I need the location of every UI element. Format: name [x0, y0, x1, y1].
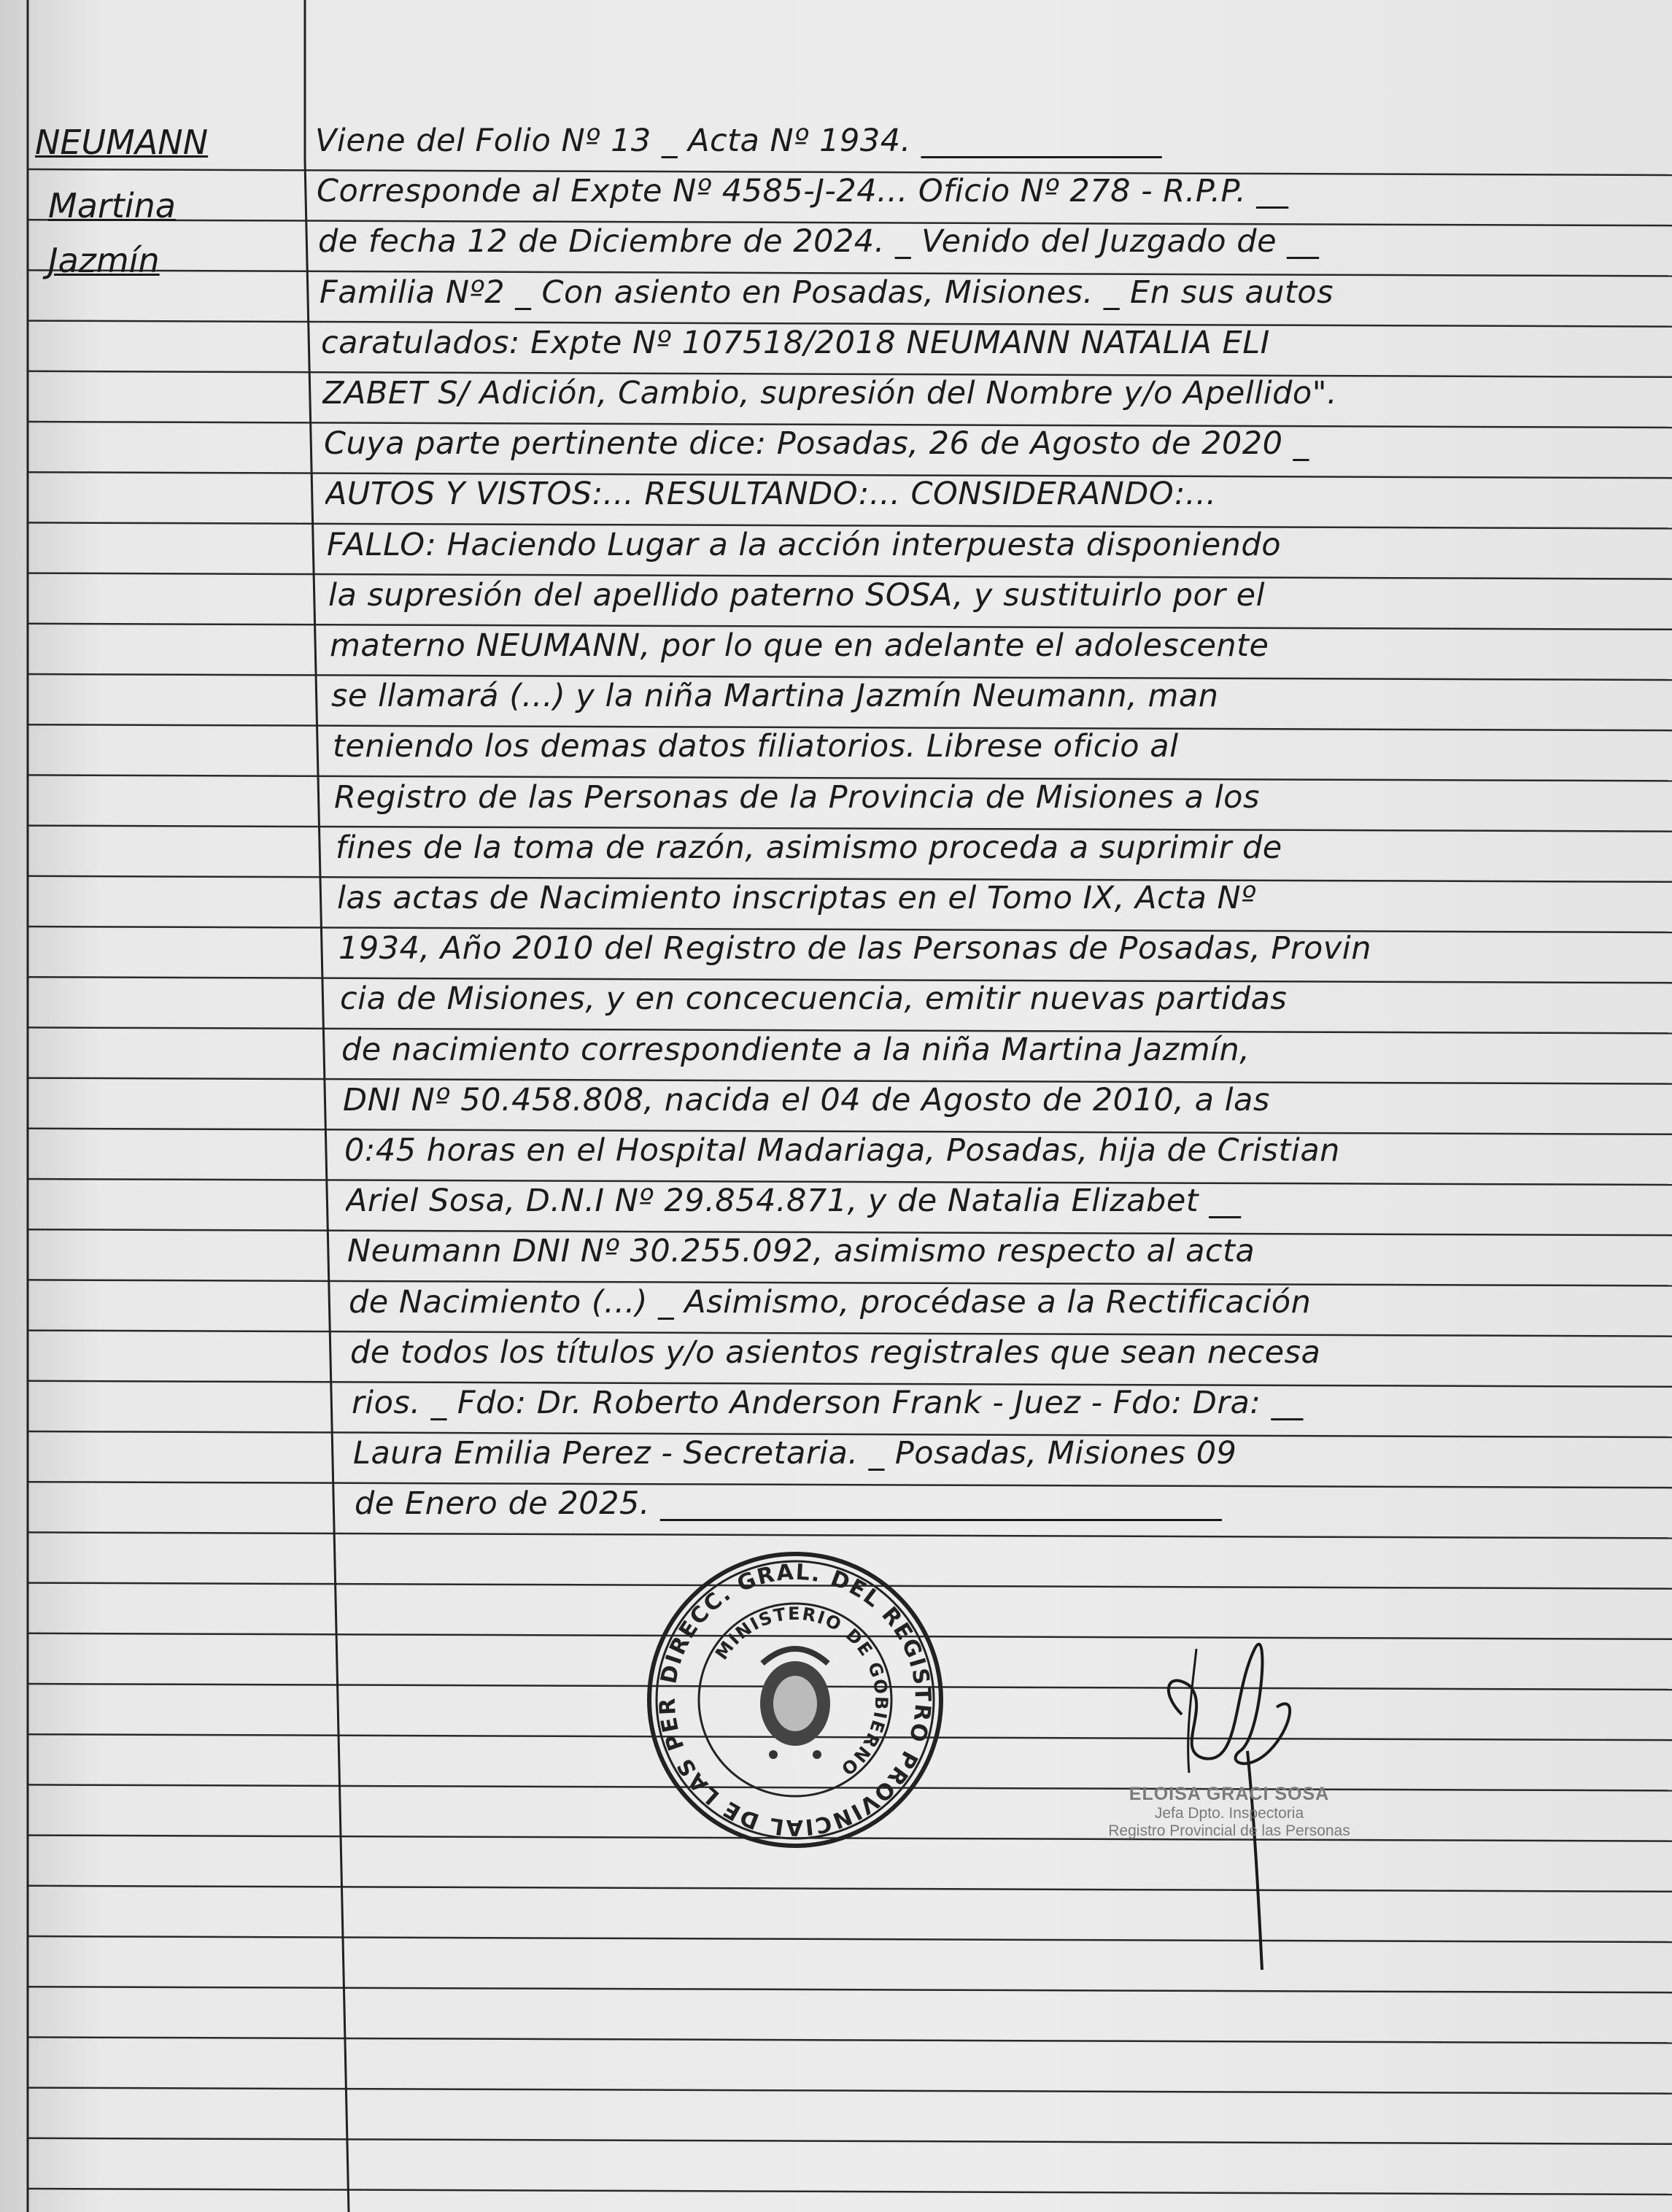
stamp-office: Registro Provincial de las Personas — [1108, 1822, 1350, 1839]
entry-text-line: las actas de Nacimiento inscriptas en el Tomo IX, Acta Nº — [337, 880, 1256, 916]
officer-stamp — [1065, 1784, 1393, 1886]
margin-name-line: NEUMANN — [35, 123, 209, 162]
entry-text-line: Neumann DNI Nº 30.255.092, asimismo respecto al acta — [347, 1233, 1255, 1270]
entry-text-line: Laura Emilia Perez - Secretaria. _ Posadas, Misiones 09 — [353, 1435, 1237, 1472]
ruled-line — [28, 2138, 1672, 2144]
entry-text-line: Registro de las Personas de la Provincia de Misiones a los — [334, 778, 1260, 816]
entry-text-line: Cuya parte pertinente dice: Posadas, 26 de Agosto de 2020 _ — [324, 425, 1309, 463]
entry-text-line: rios. _ Fdo: Dr. Roberto Anderson Frank - Juez - Fdo: Dra: __ — [352, 1385, 1304, 1421]
entry-text-line: se llamará (...) y la niña Martina Jazmín Neumann, man — [331, 678, 1219, 715]
official-seal — [642, 1547, 948, 1853]
entry-text-line: la supresión del apellido paterno SOSA, y sustituirlo por el — [328, 576, 1266, 614]
stamp-role: Jefa Dpto. Inspectoria — [1154, 1805, 1304, 1822]
entry-text-line: teniendo los demas datos filiatorios. Librese oficio al — [333, 728, 1179, 765]
ruled-line — [28, 2189, 1672, 2194]
margin-name-line: Jazmín — [48, 241, 160, 280]
entry-text-line: ZABET S/ Adición, Cambio, supresión del Nombre y/o Apellido". — [322, 375, 1338, 411]
ruled-line — [28, 1987, 1672, 1992]
entry-text-line: de fecha 12 de Diciembre de 2024. _ Venido del Juzgado de __ — [318, 223, 1320, 260]
entry-text-line: cia de Misiones, y en concecuencia, emitir nuevas partidas — [340, 981, 1288, 1018]
svg-text:DIRECC. GRAL. DEL REGISTRO PRO: DIRECC. GRAL. DEL REGISTRO PROVINCIAL DE LAS PER — [654, 1559, 936, 1841]
entry-text-line: Ariel Sosa, D.N.I Nº 29.854.871, y de Natalia Elizabet __ — [346, 1183, 1242, 1220]
entry-text-line: Corresponde al Expte Nº 4585-J-24... Oficio Nº 278 - R.P.P. __ — [317, 173, 1289, 210]
entry-text-line: 0:45 horas en el Hospital Madariaga, Posadas, hija de Cristian — [344, 1132, 1340, 1169]
ruled-line — [28, 1532, 1672, 1538]
entry-text-line: de Enero de 2025. ___________________________________ — [355, 1485, 1223, 1523]
ruled-line — [28, 1936, 1672, 1942]
entry-text-line: de nacimiento correspondiente a la niña Martina Jazmín, — [341, 1031, 1250, 1068]
entry-text-line: caratulados: Expte Nº 107518/2018 NEUMANN NATALIA ELI — [321, 324, 1270, 361]
margin-name-line: Martina — [48, 186, 176, 225]
entry-text-line: Viene del Folio Nº 13 _ Acta Nº 1934. _______________ — [315, 123, 1162, 159]
entry-text-line: materno NEUMANN, por lo que en adelante el adolescente — [330, 627, 1269, 664]
entry-text-line: de todos los títulos y/o asientos registrales que sean necesa — [350, 1334, 1321, 1371]
entry-text-line: DNI Nº 50.458.808, nacida el 04 de Agosto de 2010, a las — [343, 1081, 1270, 1118]
entry-text-line: Familia Nº2 _ Con asiento en Posadas, Misiones. _ En sus autos — [320, 274, 1334, 311]
stamp-name: ELOISA GRACI SOSA — [1129, 1784, 1330, 1804]
entry-text-line: de Nacimiento (...) _ Asimismo, procédase a la Rectificación — [349, 1283, 1312, 1320]
entry-text-line: 1934, Año 2010 del Registro de las Personas de Posadas, Provin — [338, 930, 1371, 967]
entry-text-line: AUTOS Y VISTOS:... RESULTANDO:... CONSIDERANDO:... — [325, 476, 1217, 513]
ruled-line — [28, 2037, 1672, 2043]
entry-text-line: FALLO: Haciendo Lugar a la acción interpuesta disponiendo — [327, 526, 1282, 563]
entry-text-line: fines de la toma de razón, asimismo proceda a suprimir de — [336, 829, 1282, 866]
ruled-line — [28, 1886, 1672, 1892]
ruled-line — [28, 2088, 1672, 2094]
svg-text:MINISTERIO DE GOBIERNO: MINISTERIO DE GOBIERNO — [711, 1603, 892, 1780]
